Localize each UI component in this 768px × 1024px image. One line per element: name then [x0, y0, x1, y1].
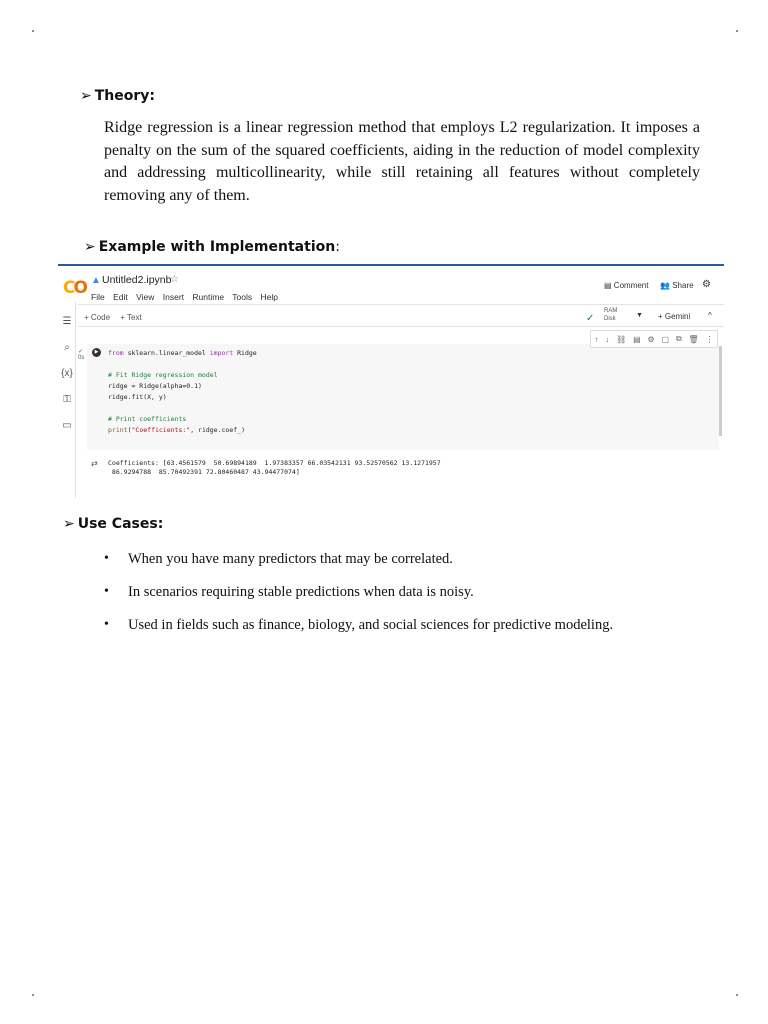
left-sidebar: [60, 316, 74, 446]
cell-output: [108, 459, 441, 477]
gemini-button[interactable]: + Gemini: [658, 312, 691, 321]
delete-icon[interactable]: 🗑: [688, 334, 699, 344]
menu-bar: [91, 292, 284, 302]
collapse-chevron-icon[interactable]: ^: [708, 311, 712, 320]
output-line: 86.9294788 85.70492391 72.80460487 43.94477074]: [108, 468, 300, 476]
notebook-title[interactable]: Untitled2.ipynb: [102, 274, 172, 286]
code-token: sklearn.linear_model: [123, 349, 210, 357]
divider: [78, 304, 724, 305]
output-toggle-icon[interactable]: ⇄: [91, 459, 98, 468]
colab-logo: CO: [63, 278, 86, 298]
run-cell-button[interactable]: ▶: [92, 348, 101, 357]
add-cell-bar: [84, 313, 150, 322]
corner-mark: [32, 30, 34, 32]
code-line: ridge = Ridge(alpha=0.1): [108, 382, 202, 390]
menu-runtime[interactable]: Runtime: [192, 292, 225, 302]
corner-mark: [736, 30, 738, 32]
add-code-button[interactable]: + Code: [84, 313, 111, 322]
link-icon[interactable]: ⛓: [616, 334, 627, 344]
comment-icon: ▤: [604, 281, 612, 290]
folder-icon[interactable]: ▭: [62, 420, 72, 431]
list-item: • Used in fields such as finance, biology, and social sciences for predictive modeling.: [104, 614, 613, 647]
code-token: , ridge.coef_): [190, 426, 245, 434]
star-icon[interactable]: ☆: [170, 274, 179, 285]
add-text-button[interactable]: + Text: [120, 313, 142, 322]
theory-heading: [80, 88, 155, 104]
search-icon[interactable]: ⌕: [64, 342, 70, 353]
example-heading: [84, 239, 340, 255]
secrets-key-icon[interactable]: ⚿: [63, 394, 71, 405]
code-token: from: [108, 349, 124, 357]
comment-cell-icon[interactable]: ▤: [633, 334, 641, 344]
menu-help[interactable]: Help: [260, 292, 278, 302]
use-cases-list: [104, 548, 613, 647]
arrow-bullet-icon: ➢: [63, 516, 75, 532]
drive-icon: ▲: [91, 275, 101, 286]
example-heading-colon: :: [335, 239, 340, 255]
menu-view[interactable]: View: [136, 292, 155, 302]
cell-toolbar: [590, 330, 718, 348]
theory-heading-text: Theory:: [94, 88, 155, 104]
arrow-bullet-icon: ➢: [80, 88, 92, 104]
output-line: Coefficients: [63.4561579 50.69894189 1.97383357 66.03542131 93.52570562 13.1271957: [108, 459, 441, 467]
gear-icon[interactable]: ⚙: [702, 279, 711, 290]
comment-button[interactable]: [604, 281, 648, 290]
cell-settings-icon[interactable]: ⚙: [647, 334, 655, 344]
menu-insert[interactable]: Insert: [162, 292, 185, 302]
more-options-icon[interactable]: ⋮: [705, 334, 714, 344]
menu-edit[interactable]: Edit: [113, 292, 128, 302]
share-button[interactable]: [660, 281, 694, 290]
share-label: Share: [672, 281, 694, 290]
variables-icon[interactable]: {x}: [61, 368, 73, 379]
list-item: • When you have many predictors that may be correlated.: [104, 548, 613, 581]
code-token: print: [108, 426, 128, 434]
code-comment: # Fit Ridge regression model: [108, 371, 218, 379]
arrow-bullet-icon: ➢: [84, 239, 96, 255]
corner-mark: [736, 994, 738, 996]
execution-status: ✓ 0s: [78, 349, 85, 361]
disk-label: Disk: [604, 316, 616, 322]
connected-check-icon: ✓: [586, 313, 595, 324]
use-cases-heading: [63, 516, 163, 532]
comment-label: Comment: [613, 281, 649, 290]
use-cases-heading-text: Use Cases:: [77, 516, 164, 532]
code-comment: # Print coefficients: [108, 415, 187, 423]
share-icon: 👥: [660, 281, 670, 290]
menu-file[interactable]: File: [91, 292, 105, 302]
move-up-icon[interactable]: ↑: [594, 334, 599, 344]
divider: [78, 326, 724, 327]
theory-paragraph: Ridge regression is a linear regression method that employs L2 regularization. It imposes a penalty on the sum of the squared coefficients, aiding in the reduction of model complexity and addressing multicollinearity, while still retaining all features without completely removing any of them.: [104, 119, 700, 204]
example-heading-text: Example with Implementation: [98, 239, 336, 255]
code-line: ridge.fit(X, y): [108, 393, 167, 401]
corner-mark: [32, 994, 34, 996]
code-token: import: [209, 349, 234, 357]
ram-label: RAM: [604, 308, 618, 314]
ram-disk-indicator[interactable]: [604, 307, 617, 323]
colab-screenshot: [58, 264, 724, 498]
exec-time: 0s: [78, 355, 85, 361]
code-token: Ridge: [233, 349, 257, 357]
code-editor[interactable]: [108, 348, 257, 436]
mirror-cell-icon[interactable]: ▢: [661, 334, 670, 344]
code-string: "Coefficients:": [131, 426, 191, 434]
copy-icon[interactable]: ⧉: [675, 334, 682, 343]
code-token: (: [127, 426, 132, 434]
list-item: • In scenarios requiring stable predictions when data is noisy.: [104, 581, 613, 614]
sidebar-divider: [75, 302, 76, 498]
table-of-contents-icon[interactable]: ☰: [62, 316, 72, 327]
cell-scrollbar[interactable]: [719, 346, 722, 436]
menu-tools[interactable]: Tools: [232, 292, 253, 302]
move-down-icon[interactable]: ↓: [605, 334, 610, 344]
runtime-dropdown-icon[interactable]: ▼: [636, 312, 643, 319]
